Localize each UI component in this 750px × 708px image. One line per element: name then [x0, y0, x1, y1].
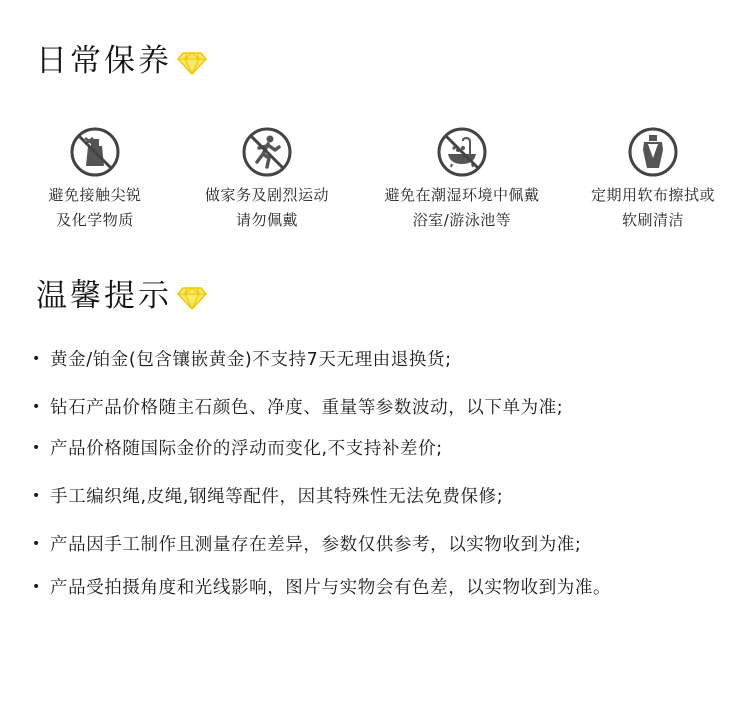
tip-text: 黄金/铂金(包含镶嵌黄金)不支持7天无理由退换货; — [50, 350, 452, 370]
tip-text: 钻石产品价格随主石颜色、净度、重量等参数波动，以下单为准; — [50, 398, 564, 418]
section-title-text: 日常保养 — [36, 43, 172, 79]
care-text-line1: 做家务及剧烈运动 — [204, 186, 329, 204]
tip-text: 产品因手工制作且测量存在差异，参数仅供参考，以实物收到为准; — [50, 535, 582, 555]
bullet: • — [32, 488, 41, 504]
diamond-icon — [176, 50, 208, 76]
care-text-line1: 避免接触尖锐 — [48, 186, 142, 204]
care-text-line2: 浴室/游泳池等 — [412, 211, 512, 229]
tip-text: 产品价格随国际金价的浮动而变化,不支持补差价; — [50, 439, 443, 459]
soft-cloth-icon — [627, 126, 679, 178]
care-text-line2: 请勿佩戴 — [235, 211, 298, 229]
list-item — [32, 435, 443, 460]
list-item — [32, 483, 503, 508]
care-item-no-exercise — [172, 126, 362, 233]
care-text-line2: 软刷清洁 — [621, 211, 684, 229]
bullet: • — [32, 399, 41, 415]
care-item-no-sharp — [0, 126, 190, 233]
care-instructions — [0, 126, 750, 236]
care-text-line2: 及化学物质 — [56, 211, 134, 229]
bullet: • — [32, 579, 41, 595]
section-title-text: 温馨提示 — [36, 278, 172, 314]
no-bathing-icon — [436, 126, 488, 178]
tip-text: 产品受拍摄角度和光线影响，图片与实物会有色差，以实物收到为准。 — [50, 578, 612, 598]
list-item — [32, 531, 581, 556]
care-text-line1: 避免在潮湿环境中佩戴 — [384, 186, 540, 204]
tip-text: 手工编织绳,皮绳,钢绳等配件，因其特殊性无法免费保修; — [50, 487, 504, 507]
section-title-tips — [36, 278, 208, 314]
list-item — [32, 574, 611, 599]
bullet: • — [32, 536, 41, 552]
no-sharp-object-icon — [69, 126, 121, 178]
bullet: • — [32, 351, 41, 367]
no-exercise-icon — [241, 126, 293, 178]
list-item — [32, 346, 452, 371]
care-item-no-bathing — [367, 126, 557, 233]
list-item — [32, 394, 563, 419]
bullet: • — [32, 440, 41, 456]
care-text-line1: 定期用软布擦拭或 — [590, 186, 715, 204]
diamond-icon — [176, 285, 208, 311]
section-title-daily-care — [36, 43, 208, 79]
care-item-soft-cloth — [558, 126, 748, 233]
